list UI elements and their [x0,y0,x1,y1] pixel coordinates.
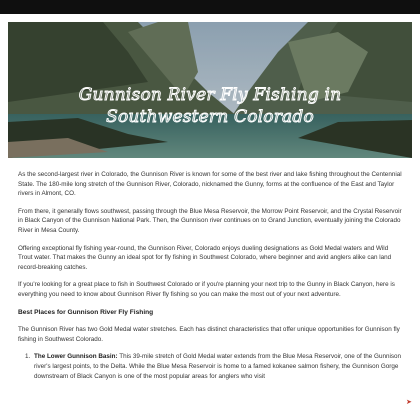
places-list [32,352,404,381]
paragraph-route: From there, it generally flows southwest, passing through the Blue Mesa Reservoir, the Morrow Point Reservoir, and the Crystal Reservoir in Black Canyon of the Gunnison National Park. Then, the Gunnison river continues on to Grand Junction, eventually joining the Colorado River in Mesa County. [18,207,402,234]
hero-title-line2: Southwestern Colorado [106,107,314,127]
hero-title-line1: Gunnison River Fly Fishing in [78,85,342,105]
hero-banner [8,22,412,158]
top-bar [0,0,420,14]
paragraph-planning: If you're looking for a great place to fish in Southwest Colorado or if you're planning your next trip to the Gunny in Black Canyon, here is everything you need to know about Gunnison River fly fishing so you can make the most out of your next adventure. [18,281,395,298]
paragraph-intro: As the second-largest river in Colorado, the Gunnison River is known for some of the best river and lake fishing throughout the Centennial State. The 180-mile long stretch of the Gunnison River, Colorado, nicknamed the Gunny, forms at the confluence of the East and Taylor rivers in Almont, CO. [18,171,402,198]
hero-title [8,84,412,128]
list-item-text: This 39-mile stretch of Gold Medal water extends from the Blue Mesa Reservoir, one of the Gunnison river's largest points, to the Delta. While the Blue Mesa Reservoir is home to a famed kokanee salmon fishery, the Gunnison Gorge downstream of Black Canyon is one of the most popular areas for anglers who visit [34,353,402,380]
article-body [18,170,404,381]
section-heading: Best Places for Gunnison River Fly Fishing [18,308,154,316]
list-item [32,352,404,381]
scroll-indicator-icon[interactable]: ➤ [406,399,412,406]
list-item-title: The Lower Gunnison Basin: [34,353,118,361]
paragraph-gold-medal: Offering exceptional fly fishing year-round, the Gunnison River, Colorado enjoys dueling designations as Gold Medal waters and Wild Trout water. That makes the Gunny an ideal spot for fly fishing in Southwest Colorado, where beginner and avid anglers alike can land record-breaking catches. [18,244,392,271]
paragraph-stretches: The Gunnison River has two Gold Medal water stretches. Each has distinct characteristics that offer unique opportunities for Gunnison fly fishing in Southwest Colorado. [18,326,400,343]
